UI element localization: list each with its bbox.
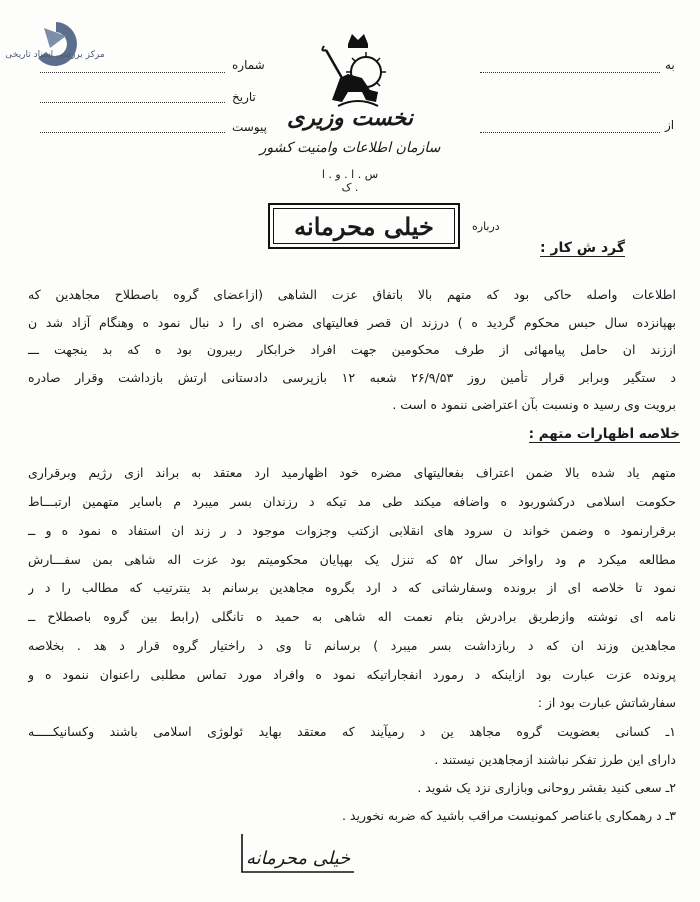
statement-line: مطالعه میکرد م ود راواخر سال ۵۲ که تنزل یک بهپایان محکومیتم بود عزت اله شاهی بمن سفـــارش (28, 552, 676, 567)
handwritten-classification-note (238, 830, 358, 876)
statements-heading-text: خلاصه اظهارات متهم : (528, 426, 680, 442)
letterhead-organization: سازمان اطلاعات وامنیت کشور (259, 140, 441, 156)
statement-line: ۳ـ د رهمکاری باعناصر کمونیست مراقب باشید که ضربه نخورید . (341, 808, 676, 823)
from-dotted-line (480, 132, 660, 133)
statement-line: نمود تا خلاصه ای از برونده وسفارشاتی که د ارد بگروه مجاهدین برسانم بد ینترتیب که مطالب را د ر (28, 580, 676, 595)
statement-line: متهم یاد شده بالا ضمن اعتراف بفعالیتهای مضره خود اظهارمید ارد معتقد به براند ازی رژیم وبرقراری (28, 465, 676, 480)
number-label: شماره (232, 58, 265, 72)
body-line: اززند ان حامل پیامهائی از طرف محکومین جهت افراد خرابکار ربیرون بود ه که بد ینجهت ـــ (28, 342, 676, 357)
attachment-label: پیوست (232, 120, 267, 134)
date-dotted-line (40, 102, 225, 103)
report-heading: گرد ش کار : (540, 240, 626, 256)
statement-line: سفارشاتش عبارت بود از : (537, 695, 676, 710)
body-line: د ستگیر وبرابر قرار تأمین روز ۲۶/۹/۵۳ شعبه ۱۲ بازپرسی دادستانی ارتش بازداشت وقرار صادره (28, 370, 676, 385)
archive-logo-icon (10, 18, 102, 80)
lion-and-sun-emblem-icon (318, 30, 398, 110)
body-line: اطلاعات واصله حاکی بود که متهم بالا باتفاق عزت الشاهی (ازاعضای گروه باصطلاح مجاهدین که (28, 287, 676, 302)
handwritten-note-text: خیلی محرمانه (246, 848, 351, 869)
letterhead-title: نخست وزیری (287, 105, 413, 131)
date-label: تاریخ (232, 90, 256, 104)
letterhead-code: س . ا . و . ا . ک (321, 168, 379, 194)
attachment-dotted-line (40, 132, 225, 133)
from-label: از (665, 118, 675, 132)
to-label: به (665, 58, 675, 72)
statement-line: ۱ـ کسانی بعضویت گروه مجاهد ین د رمیآیند که معتقد بهاید ئولوژی اسلامی باشند وکسانیکـــــه (28, 724, 676, 739)
number-dotted-line (40, 72, 225, 73)
statement-line: دارای این طرز تفکر نباشند ازمجاهدین نیستند . (434, 752, 676, 767)
classification-stamp (268, 203, 460, 249)
classification-stamp-text: خیلی محرمانه (273, 208, 455, 244)
subject-label: درباره (472, 220, 500, 233)
statement-line: حکومت اسلامی درکشوربود ه واضافه میکند طی مد تیکه د رزندان بسر میبرد م باسایر متهمین ارتبـــاط (28, 494, 676, 509)
statement-line: برقرارنمود ه وضمن خواند ن سرود های انقلابی ازکتب وجزوات موجود د ر زند ان استفاد ه نمود ه و ــ (28, 523, 676, 538)
to-dotted-line (480, 72, 660, 73)
body-line: برویت وی رسید ه ونسبت بآن اعتراضی ننمود ه است . (392, 397, 676, 412)
body-line: بهپانزده سال حبس محکوم گردید ه ) درزند ان قصر فعالیتهای مضره ای را د نبال نمود ه وهنگام آزاد شد ن (28, 315, 676, 330)
archive-logo-text: مرکز بررسی اسناد تاریخی (5, 50, 105, 60)
statement-line: ۲ـ سعی کنید بقشر روحانی وبازاری نزد یک شوید . (417, 780, 676, 795)
statement-line: نامه ای نوشته وازطریق برادرش بنام نعمت اله شاهی به حمید ه تانگلی (رابط بین گروه باصطلاح ــ (28, 609, 676, 624)
statement-line: مجاهدین وزند ان که د ربازداشت بسر میبرد ) برسانم تا وی د راختیار گروه قرار د هد . بخلاصه (28, 638, 676, 653)
statement-line: پرونده عزت عبارت بود ازاینکه د رمورد انفجاراتیکه نمود ه وافراد مورد تماس مطلبی راعنوان ننمود ه و (28, 667, 676, 682)
statements-heading (440, 426, 680, 442)
